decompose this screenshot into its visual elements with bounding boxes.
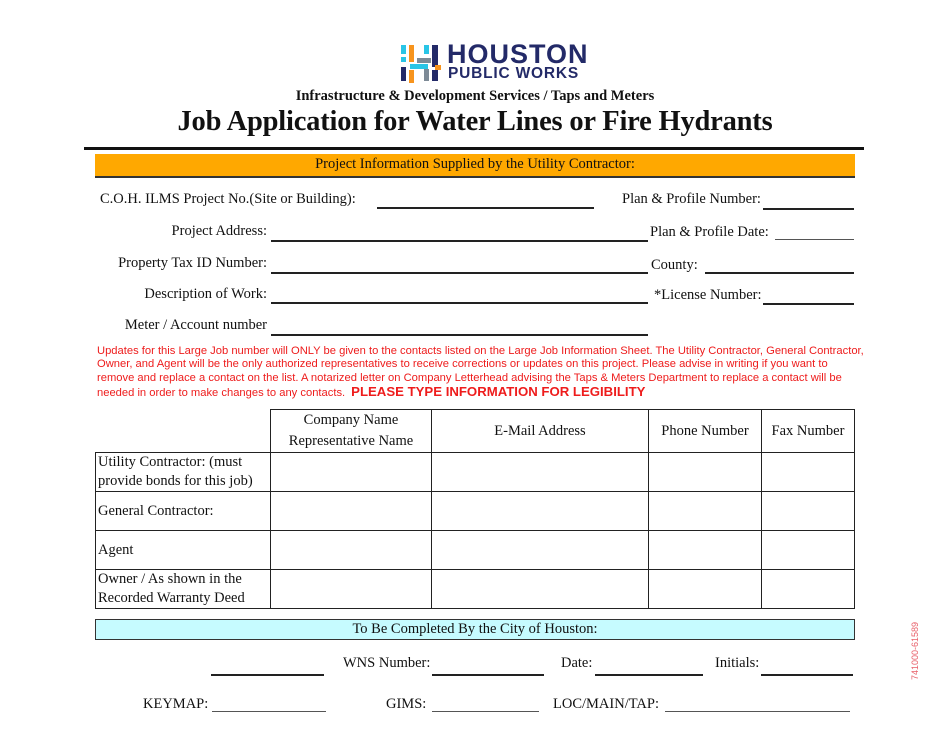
agent-phone-cell[interactable] [649,531,762,570]
table-row-owner [96,570,855,609]
table-row-utility-contractor [96,453,855,492]
row-label-line1: Utility Contractor: (must [98,454,243,470]
unlabeled-city-field[interactable] [211,674,324,676]
row-label-agent: Agent [96,531,271,570]
ilms-project-label: C.O.H. ILMS Project No.(Site or Building): [100,191,356,207]
title-divider [84,147,864,150]
row-label-line2: Recorded Warranty Deed [98,590,245,606]
property-tax-id-field[interactable] [271,272,648,274]
owner-phone-cell[interactable] [649,570,762,609]
notice-text: Updates for this Large Job number will ONLY be given to the contacts listed on the Large Job Information Sheet. The Utility Contractor, General Contractor, Owner, and Agent will be the only authorized representatives to receive corrections or updates on this project. Please advise in writing if you want to remove and replace a contact on the list. A notarized letter on Company Letterhead advising the Taps & Meters Department to replace a contact will be needed in order to make changes to any contacts. [97,345,864,400]
description-of-work-field[interactable] [271,302,648,304]
contacts-table [95,409,855,609]
document-id: 741000-61589 [910,621,920,680]
project-info-section-header: Project Information Supplied by the Utility Contractor: [95,154,855,178]
column-header-email: E-Mail Address [432,410,649,453]
project-address-label: Project Address: [171,223,267,239]
city-section-header: To Be Completed By the City of Houston: [95,619,855,640]
utility-contractor-email-cell[interactable] [432,453,649,492]
owner-fax-cell[interactable] [762,570,855,609]
gims-label: GIMS: [386,696,427,712]
owner-company-cell[interactable] [271,570,432,609]
general-contractor-email-cell[interactable] [432,492,649,531]
initials-field[interactable] [761,674,853,676]
row-label-owner [96,570,271,609]
meter-account-label: Meter / Account number [124,317,267,333]
page-title: Job Application for Water Lines or Fire Hydrants [177,106,773,137]
license-number-field[interactable] [763,303,854,305]
utility-contractor-company-cell[interactable] [271,453,432,492]
owner-email-cell[interactable] [432,570,649,609]
table-corner-cell [96,410,271,453]
county-field[interactable] [705,272,854,274]
date-field[interactable] [595,674,703,676]
initials-label: Initials: [715,655,760,671]
general-contractor-phone-cell[interactable] [649,492,762,531]
agent-fax-cell[interactable] [762,531,855,570]
ilms-project-field[interactable] [377,207,594,209]
property-tax-id-label: Property Tax ID Number: [118,255,267,271]
wns-number-label: WNS Number: [343,655,431,671]
description-of-work-label: Description of Work: [144,286,267,302]
county-label: County: [651,257,698,273]
meter-account-field[interactable] [271,334,648,336]
contact-update-notice [97,345,867,401]
plan-profile-date-field[interactable] [775,239,854,240]
logo-wordmark-public-works: PUBLIC WORKS [448,65,580,82]
row-label-line2: provide bonds for this job) [98,473,253,489]
row-label-line1: Owner / As shown in the [98,571,242,587]
logo-wordmark-houston: HOUSTON [447,39,589,69]
utility-contractor-fax-cell[interactable] [762,453,855,492]
plan-profile-date-label: Plan & Profile Date: [650,224,769,240]
license-number-label: *License Number: [654,287,762,303]
logo-mark-icon [400,43,440,83]
gims-field[interactable] [432,711,539,712]
column-header-fax: Fax Number [762,410,855,453]
table-header-row [96,410,855,453]
row-label-general-contractor: General Contractor: [96,492,271,531]
loc-main-tap-field[interactable] [665,711,850,712]
row-label-utility-contractor [96,453,271,492]
general-contractor-fax-cell[interactable] [762,492,855,531]
utility-contractor-phone-cell[interactable] [649,453,762,492]
wns-number-field[interactable] [432,674,544,676]
column-header-company-line1: Company Name [303,412,399,428]
agent-company-cell[interactable] [271,531,432,570]
keymap-label: KEYMAP: [143,696,209,712]
agent-email-cell[interactable] [432,531,649,570]
general-contractor-company-cell[interactable] [271,492,432,531]
date-label: Date: [561,655,593,671]
plan-profile-number-label: Plan & Profile Number: [622,191,761,207]
column-header-phone: Phone Number [649,410,762,453]
loc-main-tap-label: LOC/MAIN/TAP: [553,696,659,712]
plan-profile-number-field[interactable] [763,208,854,210]
column-header-company-line2: Representative Name [288,433,414,449]
keymap-field[interactable] [212,711,326,712]
table-row-general-contractor [96,492,855,531]
houston-public-works-logo [400,39,595,85]
department-subtitle: Infrastructure & Development Services / Taps and Meters [295,88,655,104]
column-header-company [271,410,432,453]
table-row-agent [96,531,855,570]
legibility-warning: PLEASE TYPE INFORMATION FOR LEGIBILITY [351,384,646,400]
project-address-field[interactable] [271,240,648,242]
